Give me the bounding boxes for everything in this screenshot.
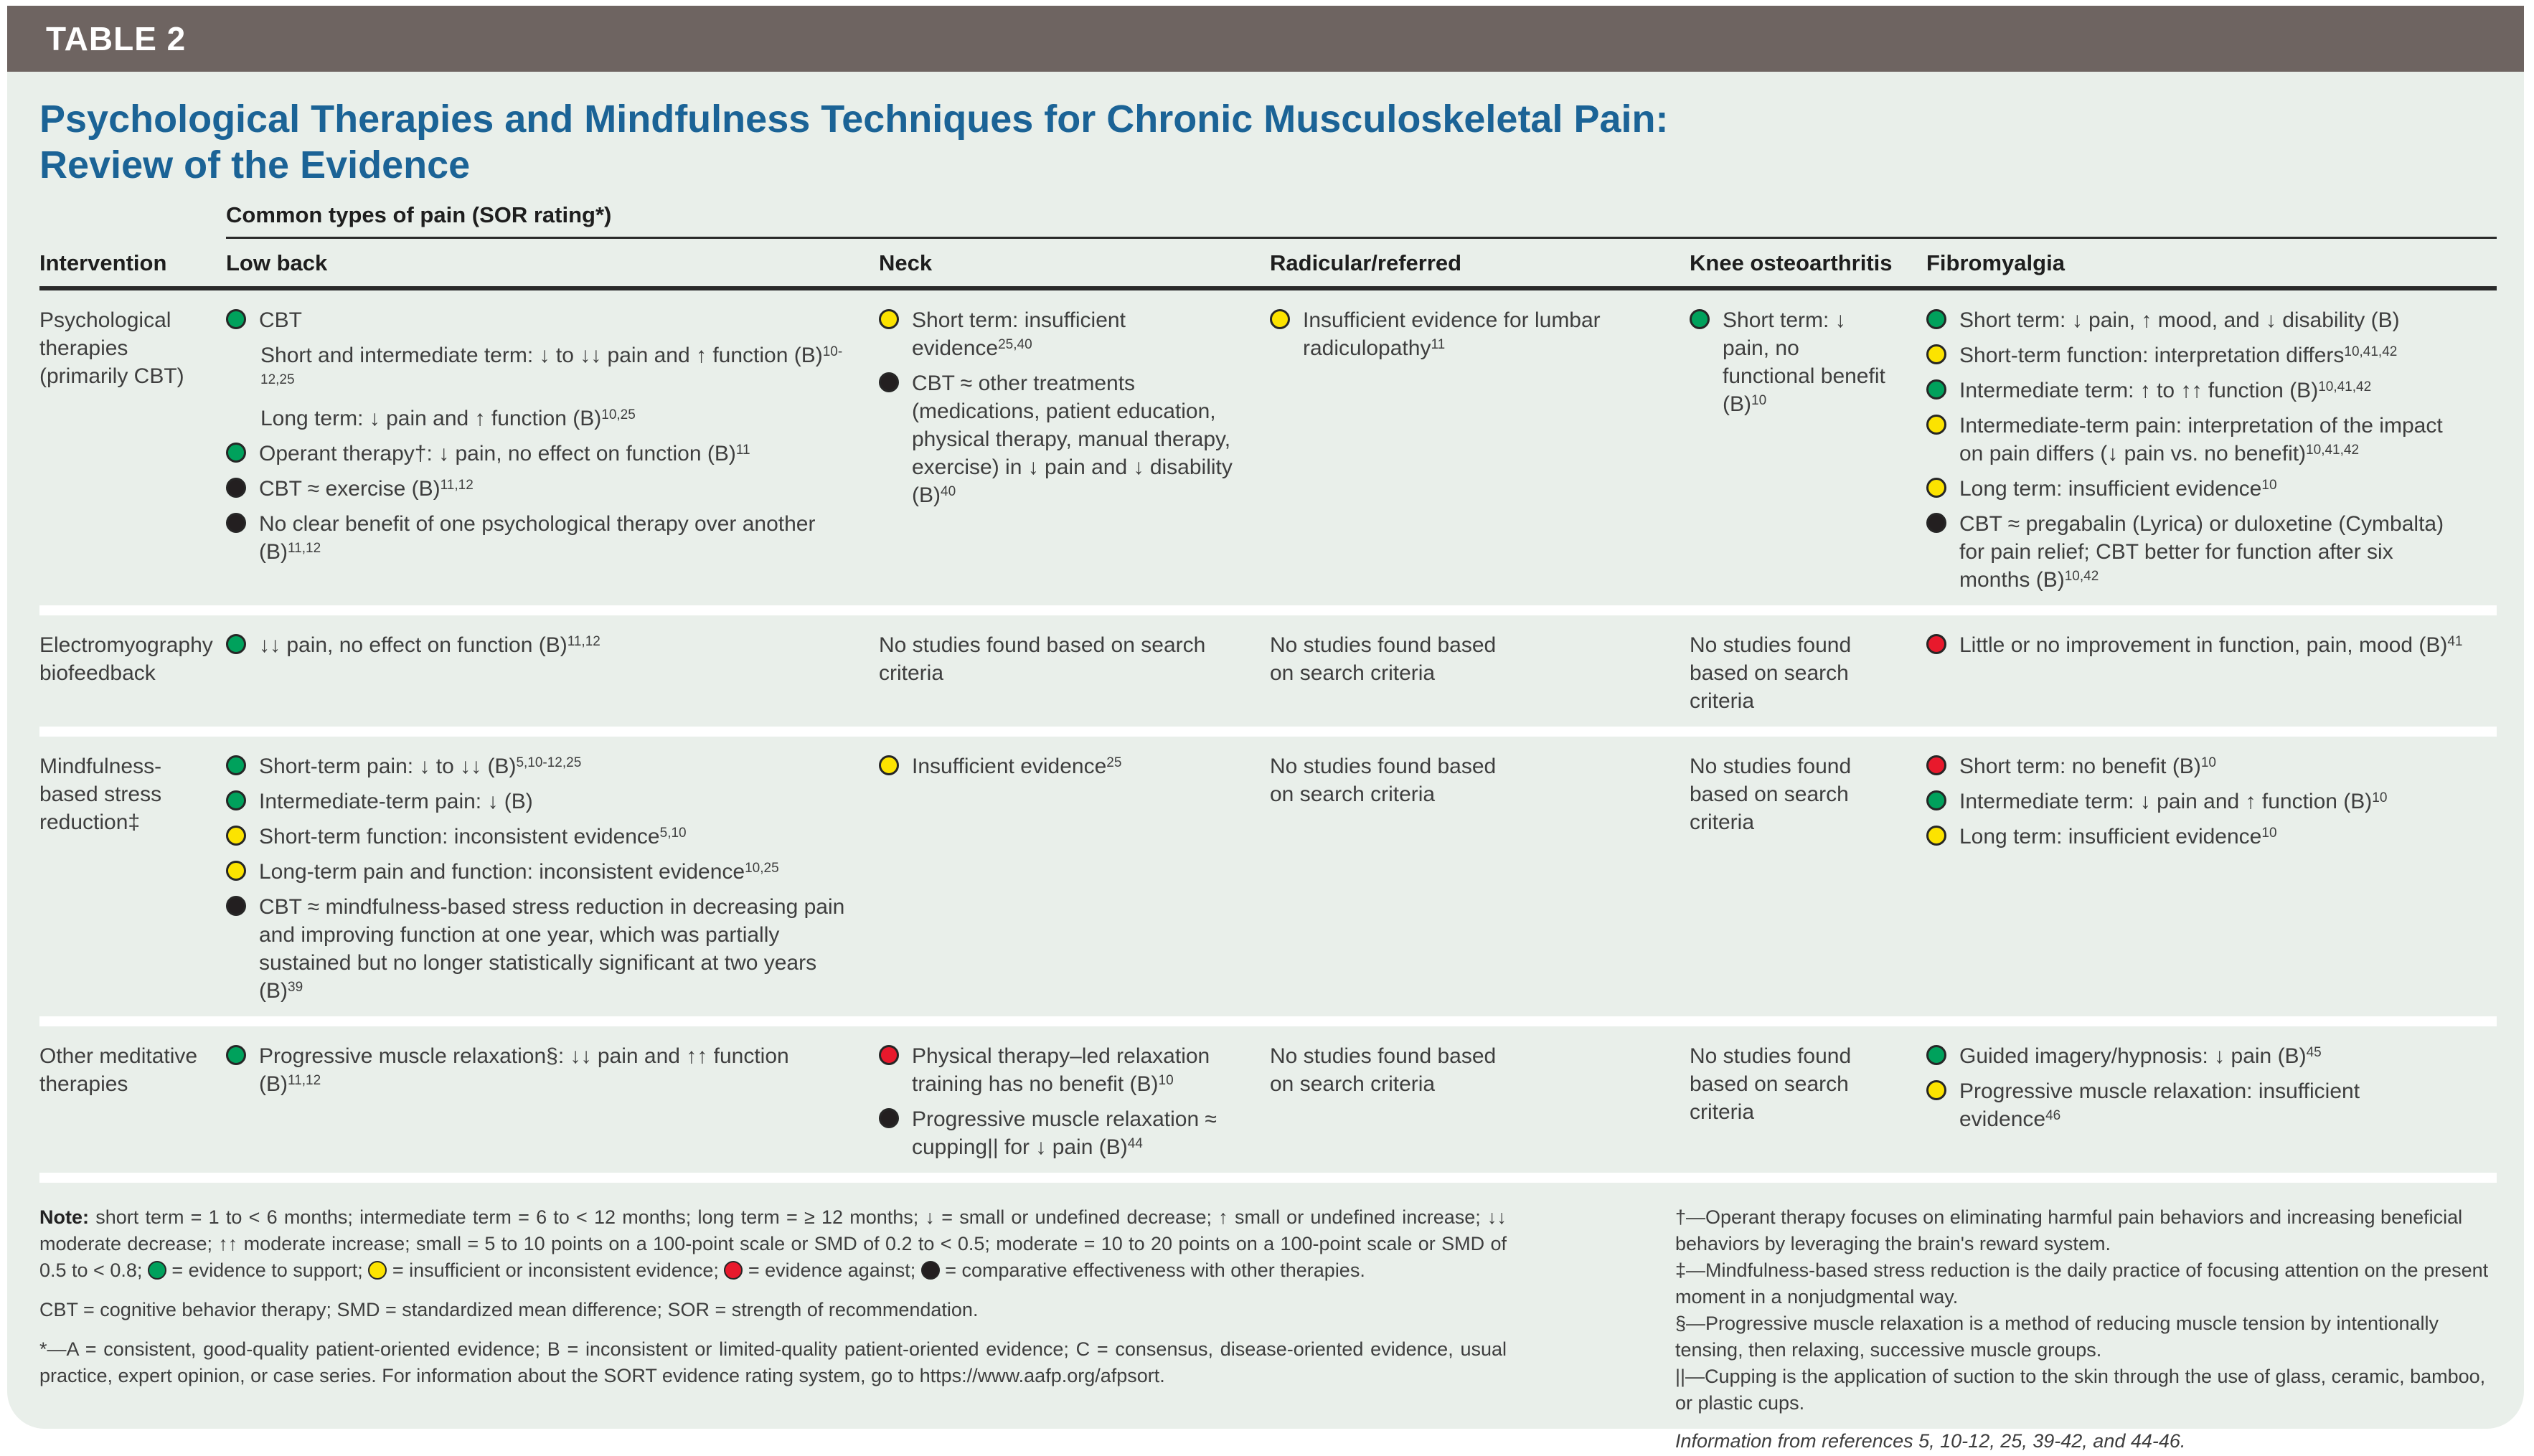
reference-superscript: 45 — [2306, 1044, 2322, 1060]
evidence-item — [1926, 823, 2465, 851]
table-footnotes — [7, 1183, 2524, 1455]
reference-superscript: 10 — [1158, 1072, 1174, 1088]
symbol-footnote: †—Operant therapy focuses on eliminating harmful pain behaviors and increasing beneficial behaviors by leveraging the brain's reward system. — [1675, 1206, 2463, 1254]
reference-superscript: 11,12 — [440, 477, 474, 493]
evidence-item — [1270, 752, 1514, 808]
evidence-text: No studies found based on search criteria — [1690, 1044, 1852, 1124]
reference-superscript: 11,12 — [288, 540, 321, 556]
pain-type-cell-fibromyalgia — [1926, 1042, 2497, 1161]
reference-superscript: 10 — [2261, 825, 2277, 841]
evidence-item — [1926, 412, 2465, 468]
evidence-text: CBT — [259, 308, 302, 332]
evidence-dot-yellow — [879, 309, 899, 329]
evidence-dot-black — [879, 1108, 899, 1128]
intervention-cell: Other meditative therapies — [39, 1044, 198, 1096]
evidence-text: Progressive muscle relaxation: insufficient evidence$^{46}$ — [1959, 1079, 2360, 1131]
evidence-text: No studies found based on search criteria — [1270, 1044, 1497, 1096]
evidence-item — [1270, 1042, 1514, 1098]
reference-superscript: 5,10 — [659, 825, 687, 841]
evidence-dot-red — [1926, 755, 1946, 775]
pain-type-cell-fibromyalgia — [1926, 306, 2497, 594]
intervention-cell: Psychological therapies (primarily CBT) — [39, 308, 184, 388]
evidence-text: ↓↓ pain, no effect on function $(B)^{11,12}$ — [259, 633, 600, 657]
evidence-item — [879, 752, 1238, 780]
evidence-dot-green — [226, 755, 246, 775]
evidence-dot-black — [1926, 513, 1946, 533]
evidence-dot-green — [226, 1045, 246, 1065]
pain-type-cell-radicular-referred — [1270, 1042, 1690, 1161]
intervention-cell: Electromyography biofeedback — [39, 633, 213, 685]
evidence-item — [226, 631, 847, 659]
evidence-item — [1926, 788, 2465, 816]
reference-superscript: 10 — [2200, 755, 2216, 770]
evidence-dot-yellow — [1270, 309, 1290, 329]
table-row — [39, 290, 2497, 615]
evidence-item — [879, 1042, 1238, 1098]
table-row — [39, 1026, 2497, 1183]
evidence-dot-red — [724, 1261, 743, 1280]
evidence-dot-green — [148, 1261, 166, 1280]
evidence-item — [226, 440, 847, 468]
table-card — [7, 6, 2524, 1452]
evidence-dot-yellow — [1926, 826, 1946, 846]
reference-superscript: 10-12,25 — [260, 344, 843, 387]
reference-superscript: 25,40 — [998, 336, 1032, 352]
evidence-text: No studies found based on search criteria — [1270, 755, 1497, 806]
evidence-text: Intermediate-term pain: interpretation of the impact on pain differs (↓ pain vs. no benefit)$^{10,41,42}$ — [1959, 414, 2443, 465]
pain-type-cell-fibromyalgia — [1926, 752, 2497, 1005]
note-text: = evidence against; — [743, 1259, 921, 1281]
evidence-dot-yellow — [879, 755, 899, 775]
footnotes-left-column — [39, 1204, 1507, 1455]
evidence-text: Long term: insufficient evidence$^{10}$ — [1959, 477, 2277, 501]
note-text: = insufficient or inconsistent evidence; — [387, 1259, 725, 1281]
evidence-item — [1690, 1042, 1895, 1126]
evidence-item — [1270, 306, 1658, 362]
sort-rating-paragraph: *—A = consistent, good-quality patient-oriented evidence; B = inconsistent or limited-quality patient-oriented evidence; C = consensus, disease-oriented evidence, usual practice, expert opinion, or case series. For information about the SORT evidence rating system, go to https://www.aafp.org/afpsort. — [39, 1338, 1507, 1386]
symbol-footnote: ||—Cupping is the application of suction to the skin through the use of glass, ceramic, bamboo, or plastic cups. — [1675, 1366, 2486, 1414]
evidence-text: No clear benefit of one psychological therapy over another $(B)^{11,12}$ — [259, 512, 816, 564]
evidence-item — [1926, 306, 2465, 334]
evidence-dot-green — [1690, 309, 1710, 329]
table-body — [39, 290, 2497, 1183]
evidence-text: CBT ≈ other treatments (medications, patient education, physical therapy, manual therapy, exercise) in ↓ pain and ↓ disability $(B)^{40}$ — [912, 372, 1233, 507]
evidence-item — [260, 405, 847, 432]
reference-superscript: 10 — [2372, 790, 2388, 805]
evidence-dot-yellow — [1926, 415, 1946, 435]
reference-superscript: 11 — [735, 442, 750, 458]
pain-type-cell-radicular-referred — [1270, 631, 1690, 715]
evidence-text: No studies found based on search criteria — [1270, 633, 1497, 685]
evidence-text: Physical therapy–led relaxation training has no benefit $(B)^{10}$ — [912, 1044, 1210, 1096]
pain-type-cell-low-back — [226, 1042, 879, 1161]
symbol-footnote: ‡—Mindfulness-based stress reduction is the daily practice of focusing attention on the present moment in a nonjudgmental way. — [1675, 1259, 2489, 1308]
evidence-dot-black — [226, 478, 246, 498]
evidence-item — [226, 306, 847, 334]
evidence-text: Short-term pain: ↓ to ↓↓ $(B)^{5,10-12,25}$ — [259, 755, 582, 778]
evidence-text: Guided imagery/hypnosis: ↓ pain $(B)^{45}$ — [1959, 1044, 2322, 1068]
source-line: Information from references 5, 10-12, 25, 39-42, and 44-46. — [1675, 1430, 2186, 1452]
reference-superscript: 10 — [1751, 392, 1767, 408]
evidence-text: Short-term function: inconsistent evidence$^{5,10}$ — [259, 825, 687, 848]
evidence-item — [226, 788, 847, 816]
evidence-item — [226, 510, 847, 566]
evidence-text: Progressive muscle relaxation§: ↓↓ pain and ↑↑ function $(B)^{11,12}$ — [259, 1044, 789, 1096]
evidence-item — [879, 631, 1238, 687]
evidence-item — [260, 341, 847, 397]
evidence-item — [1926, 377, 2465, 405]
reference-superscript: 11,12 — [567, 633, 600, 649]
evidence-dot-green — [226, 790, 246, 810]
evidence-text: Short term: no benefit $(B)^{10}$ — [1959, 755, 2216, 778]
evidence-dot-yellow — [226, 861, 246, 881]
reference-superscript: 10,25 — [745, 860, 779, 876]
evidence-text: No studies found based on search criteria — [879, 633, 1206, 685]
evidence-item — [1926, 1077, 2465, 1133]
evidence-text: Short term: insufficient evidence$^{25,40}$ — [912, 308, 1126, 360]
evidence-item — [1926, 1042, 2465, 1070]
column-header-neck: Neck — [879, 250, 933, 275]
table-row — [39, 615, 2497, 737]
reference-superscript: 40 — [941, 483, 956, 499]
pain-type-cell-knee-osteoarthritis — [1690, 306, 1926, 594]
page-title-line2: Review of the Evidence — [39, 143, 471, 186]
pain-type-cell-low-back — [226, 752, 879, 1005]
pain-type-cell-radicular-referred — [1270, 752, 1690, 1005]
column-group-header: Common types of pain (SOR rating*) — [226, 202, 2497, 239]
pain-type-cell-knee-osteoarthritis — [1690, 752, 1926, 1005]
evidence-dot-green — [1926, 1045, 1946, 1065]
evidence-dot-yellow — [1926, 1080, 1946, 1100]
evidence-item — [879, 1105, 1238, 1161]
evidence-dot-yellow — [1926, 344, 1946, 364]
reference-superscript: 44 — [1127, 1135, 1143, 1151]
evidence-dot-black — [879, 372, 899, 392]
reference-superscript: 11,12 — [288, 1072, 321, 1088]
column-header-low-back: Low back — [226, 250, 328, 275]
evidence-item — [1926, 341, 2465, 369]
evidence-text: No studies found based on search criteria — [1690, 755, 1852, 834]
pain-type-cell-neck — [879, 306, 1270, 594]
evidence-dot-yellow — [226, 826, 246, 846]
evidence-dot-green — [1926, 790, 1946, 810]
pain-type-cell-radicular-referred — [1270, 306, 1690, 594]
evidence-text: Intermediate-term pain: ↓ (B) — [259, 790, 533, 813]
symbol-footnote: §—Progressive muscle relaxation is a method of reducing muscle tension by intentionally tensing, then relaxing, successive muscle groups. — [1675, 1313, 2439, 1361]
reference-superscript: 41 — [2447, 633, 2463, 649]
evidence-dot-green — [1926, 379, 1946, 400]
page-title-line1: Psychological Therapies and Mindfulness Techniques for Chronic Musculoskeletal Pain: — [39, 98, 1669, 141]
pain-type-cell-knee-osteoarthritis — [1690, 631, 1926, 715]
intervention-cell: Mindfulness-based stress reduction‡ — [39, 755, 162, 834]
column-header-fibromyalgia: Fibromyalgia — [1926, 250, 2065, 275]
pain-type-cell-neck — [879, 631, 1270, 715]
reference-superscript: 10 — [2261, 477, 2277, 493]
note-text: short term = 1 to < 6 months; intermediate term = 6 to < 12 months; long term = ≥ 12 months; ↓ = small or undefined decrease; ↑ small or undefined increase; ↓↓ moderate decrease; ↑↑ moderate increase; small = 5 to 10 points on a 100-point scale or SMD of 0.2 to < 0.5; moderate = 10 to 20 points on a 100-point scale or SMD of 0.5 to < 0.8; — [39, 1206, 1507, 1281]
evidence-dot-red — [879, 1045, 899, 1065]
evidence-dot-black — [921, 1261, 940, 1280]
evidence-item — [1690, 631, 1895, 715]
evidence-dot-red — [1926, 634, 1946, 654]
evidence-text: Short term: ↓ pain, no functional benefit $(B)^{10}$ — [1723, 308, 1885, 416]
note-text: = comparative effectiveness with other therapies. — [939, 1259, 1365, 1281]
evidence-item — [1926, 475, 2465, 503]
table-number-bar — [7, 6, 2524, 72]
evidence-item — [226, 858, 847, 886]
abbreviations-paragraph: CBT = cognitive behavior therapy; SMD = standardized mean difference; SOR = strength of recommendation. — [39, 1299, 979, 1320]
pain-type-cell-fibromyalgia — [1926, 631, 2497, 715]
note-text: = evidence to support; — [166, 1259, 369, 1281]
page-title — [39, 96, 2497, 188]
evidence-text: Little or no improvement in function, pain, mood $(B)^{41}$ — [1959, 633, 2463, 657]
evidence-text: Operant therapy†: ↓ pain, no effect on function $(B)^{11}$ — [259, 442, 750, 465]
evidence-dot-yellow — [368, 1261, 387, 1280]
reference-superscript: 5,10-12,25 — [516, 755, 582, 770]
reference-superscript: 46 — [2045, 1107, 2061, 1123]
evidence-dot-green — [226, 309, 246, 329]
evidence-item — [226, 1042, 847, 1098]
evidence-item — [1926, 510, 2465, 594]
column-header-radicular-referred: Radicular/referred — [1270, 250, 1462, 275]
evidence-item — [1690, 306, 1895, 418]
evidence-text: Long term: ↓ pain and ↑ function $(B)^{10,25}$ — [260, 407, 636, 430]
evidence-item — [879, 306, 1238, 362]
reference-superscript: 25 — [1106, 755, 1122, 770]
evidence-text: Insufficient evidence$^{25}$ — [912, 755, 1122, 778]
reference-superscript: 10,25 — [601, 407, 636, 422]
evidence-text: Intermediate term: ↑ to ↑↑ function $(B)^{10,41,42}$ — [1959, 379, 2372, 402]
evidence-item — [1270, 631, 1514, 687]
evidence-text: No studies found based on search criteria — [1690, 633, 1852, 713]
evidence-item — [226, 823, 847, 851]
reference-superscript: 10,42 — [2064, 568, 2099, 584]
evidence-dot-black — [226, 896, 246, 916]
evidence-text: Insufficient evidence for lumbar radiculopathy$^{11}$ — [1303, 308, 1601, 360]
evidence-item — [226, 752, 847, 780]
table-row — [39, 737, 2497, 1026]
evidence-item — [1926, 631, 2465, 659]
reference-superscript: 10,41,42 — [2318, 379, 2372, 394]
reference-superscript: 11 — [1431, 336, 1446, 352]
column-header-row — [39, 239, 2497, 290]
evidence-text: Short-term function: interpretation differs$^{10,41,42}$ — [1959, 344, 2398, 367]
evidence-item — [1690, 752, 1895, 836]
evidence-text: Short term: ↓ pain, ↑ mood, and ↓ disability (B) — [1959, 308, 2400, 332]
evidence-dot-green — [1926, 309, 1946, 329]
evidence-text: CBT ≈ exercise $(B)^{11,12}$ — [259, 477, 474, 501]
reference-superscript: 39 — [288, 979, 303, 995]
table-number-label: TABLE 2 — [46, 20, 187, 57]
pain-type-cell-neck — [879, 1042, 1270, 1161]
note-label: Note: — [39, 1206, 89, 1228]
pain-type-cell-neck — [879, 752, 1270, 1005]
reference-superscript: 10,41,42 — [2306, 442, 2360, 458]
evidence-item — [226, 475, 847, 503]
pain-type-cell-knee-osteoarthritis — [1690, 1042, 1926, 1161]
pain-type-cell-low-back — [226, 631, 879, 715]
evidence-dot-yellow — [1926, 478, 1946, 498]
evidence-text: Long term: insufficient evidence$^{10}$ — [1959, 825, 2277, 848]
column-header-knee-osteoarthritis: Knee osteoarthritis — [1690, 250, 1893, 275]
reference-superscript: 10,41,42 — [2344, 344, 2398, 359]
pain-type-cell-low-back — [226, 306, 879, 594]
evidence-item — [879, 369, 1238, 509]
evidence-dot-green — [226, 634, 246, 654]
table-content — [7, 72, 2524, 1183]
evidence-text: Intermediate term: ↓ pain and ↑ function $(B)^{10}$ — [1959, 790, 2388, 813]
footnotes-right-column — [1675, 1204, 2497, 1455]
evidence-text: CBT ≈ mindfulness-based stress reduction in decreasing pain and improving function at one year, which was partially sustained but no longer statistically significant at two years $(B)^{39}$ — [259, 895, 845, 1003]
evidence-text: CBT ≈ pregabalin (Lyrica) or duloxetine (Cymbalta) for pain relief; CBT better for function after six months $(B)^{10,42}$ — [1959, 512, 2444, 592]
evidence-text: Long-term pain and function: inconsistent evidence$^{10,25}$ — [259, 860, 779, 884]
note-paragraph — [39, 1204, 1507, 1284]
column-header-intervention: Intervention — [39, 250, 167, 275]
evidence-dot-green — [226, 443, 246, 463]
evidence-item — [1926, 752, 2465, 780]
evidence-dot-black — [226, 513, 246, 533]
evidence-text: Progressive muscle relaxation ≈ cupping|| for ↓ pain $(B)^{44}$ — [912, 1107, 1217, 1159]
evidence-item — [226, 893, 847, 1005]
evidence-text: Short and intermediate term: ↓ to ↓↓ pain and ↑ function $(B)^{10-12,25}$ — [260, 344, 843, 387]
